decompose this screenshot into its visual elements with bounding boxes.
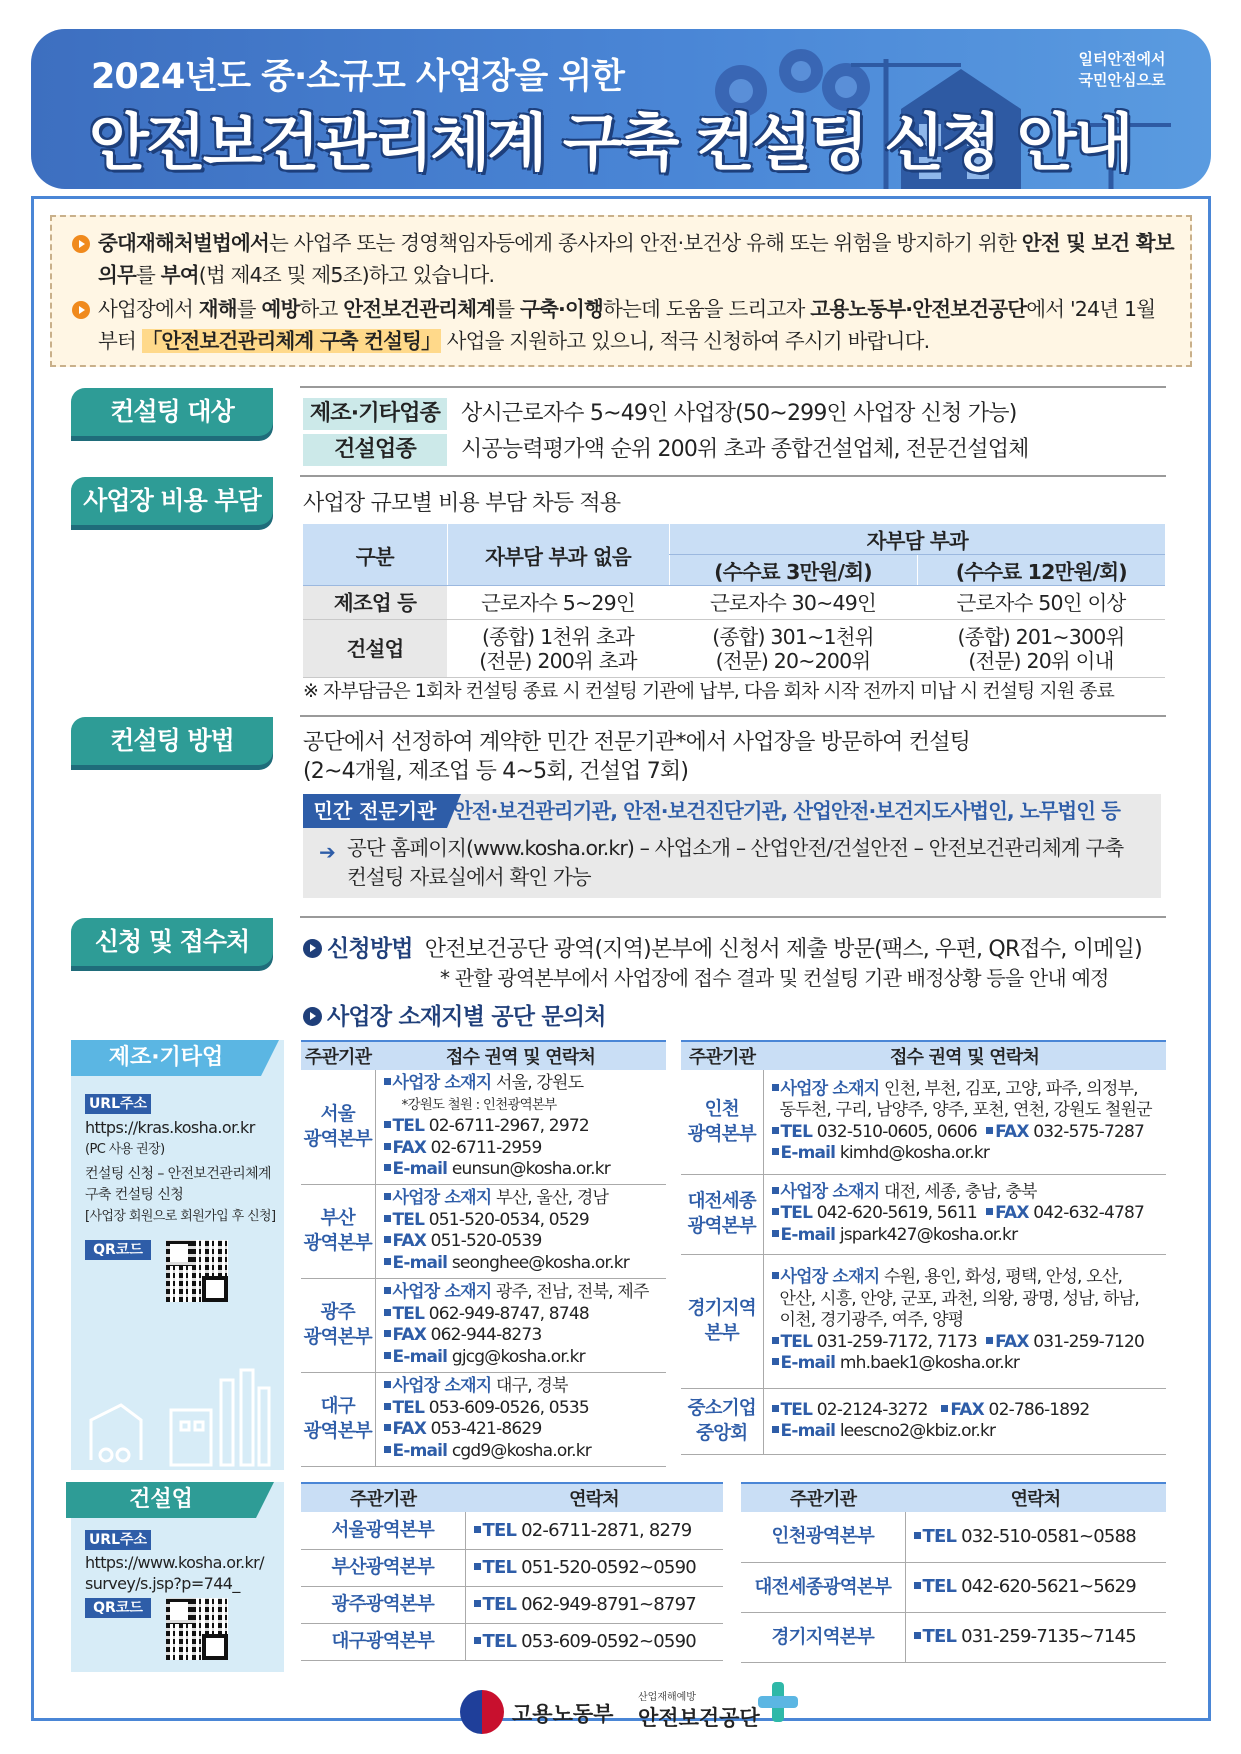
area-text: 부산, 울산, 경남 [495,1188,609,1208]
cost-cell: 근로자수 5~29인 [447,586,669,620]
cost-note: ※ 자부담금은 1회차 컨설팅 종료 시 컨설팅 기관에 납부, 다음 회차 시작 전까지 미납 시 컨설팅 지원 종료 [303,680,1114,702]
tel-text: 053-609-0592~0590 [521,1630,696,1652]
orange-bullet-icon [72,235,90,253]
fax-text: 032-575-7287 [1033,1121,1145,1142]
email-link[interactable]: cgd9@kosha.or.kr [451,1440,591,1461]
label: 사업장 소재지 [392,1376,492,1396]
construction-tel [905,1612,1166,1662]
label: TEL [392,1116,425,1136]
contact-info [375,1278,666,1372]
cost-cell [447,620,669,678]
area-text: 서울, 강원도 [495,1073,584,1093]
intro-paragraph-1 [72,227,1174,291]
contact-info [763,1388,1166,1454]
section-divider [300,715,1166,717]
contact-table-left [301,1040,666,1467]
area-text: 이천, 경기광주, 여주, 양평 [779,1310,964,1331]
area-text: 대구, 경북 [495,1376,568,1396]
intro-text: 재해 [198,297,237,321]
construction-tel [465,1586,723,1623]
label: TEL [780,1331,813,1352]
contact-info [763,1070,1166,1174]
method-line: 공단에서 선정하여 계약한 민간 전문기관*에서 사업장을 방문하여 컨설팅 [303,730,971,755]
label: TEL [392,1303,425,1324]
org-name: 중앙회 [696,1423,748,1444]
area-text: 수원, 용인, 화성, 평택, 안성, 오산, [883,1267,1123,1288]
cost-cell-line: (전문) 20~200위 [715,648,871,673]
cost-cell [917,620,1165,678]
cost-header-category: 구분 [303,524,447,586]
label: FAX [995,1203,1029,1224]
tel-text: 032-510-0605, 0606 [816,1121,977,1142]
apply-method [303,930,1142,963]
intro-text: 를 [495,297,520,321]
org-name: 서울 [320,1103,355,1125]
header-subtitle: 2024년도 중·소규모 사업장을 위한 [91,57,624,97]
construction-url-line[interactable]: survey/s.jsp?p=744_ [85,1574,240,1593]
tel-text: 031-259-7172, 7173 [816,1331,977,1352]
contact-org-daegu [301,1372,375,1466]
intro-text: 고용노동부·안전보건공단 [810,297,1027,321]
fax-text: 062-944-8273 [430,1325,542,1345]
url-tag: URL주소 [85,1094,151,1114]
label: FAX [392,1137,427,1158]
label: FAX [950,1399,984,1420]
contact-header-org: 주관기관 [301,1041,375,1070]
construction-org: 대전세종광역본부 [741,1562,905,1612]
target-row-construction [303,434,1029,466]
label: E-mail [780,1143,836,1164]
construction-org: 부산광역본부 [301,1549,465,1586]
page-title: 안전보건관리체계 구축 컨설팅 신청 안내 [89,106,1131,179]
header-banner [31,29,1211,189]
side-panel-heading: 건설업 [66,1482,256,1518]
apply-note: * 관할 광역본부에서 사업장에 접수 결과 및 컨설팅 기관 배정상황 등을 안내 예정 [440,966,1109,990]
label: TEL [482,1519,517,1541]
cost-table [303,524,1165,678]
label: 사업장 소재지 [392,1282,492,1302]
qr-code-manufacturing[interactable] [166,1240,228,1302]
kosha-tagline: 산업재해예방 [638,1692,696,1703]
reference-line: 컨설팅 자료실에서 확인 가능 [347,865,591,889]
construction-org: 대구광역본부 [301,1623,465,1660]
contact-header-info: 접수 권역 및 연락처 [763,1041,1166,1070]
org-name: 대구 [320,1396,355,1417]
method-text [303,728,970,786]
tel-text: 02-6711-2871, 8279 [521,1519,692,1541]
slogan-line-1: 일터안전에서 [1078,50,1166,68]
construction-contact-table-right [741,1482,1166,1663]
label: TEL [922,1626,957,1648]
slogan-line-2: 국민안심으로 [1078,71,1166,89]
intro-text: 하는데 도움을 드리고자 [603,297,811,321]
apply-method-title: 신청방법 [327,936,413,962]
contact-org-seoul [301,1070,375,1184]
private-institution-box [303,794,1161,898]
label: 사업장 소재지 [392,1188,492,1208]
area-text: 동두천, 구리, 남양주, 양주, 포천, 연천, 강원도 철원군 [779,1100,1152,1121]
intro-text: 는 사업주 또는 경영책임자등에게 종사자의 안전·보건상 유해 또는 위험을 방지하기 위한 [269,231,1022,255]
target-tag: 제조·기타업종 [303,398,447,430]
email-link[interactable]: seonghee@kosha.or.kr [451,1252,629,1273]
side-desc: 구축 컨설팅 신청 [85,1187,184,1203]
url-tag: URL주소 [85,1530,151,1550]
arrow-right-icon: ➔ [319,840,335,864]
contact-org-gwangju [301,1278,375,1372]
label: FAX [392,1325,427,1345]
qr-tag: QR코드 [85,1598,151,1618]
construction-org: 광주광역본부 [301,1586,465,1623]
play-bullet-icon [303,939,322,958]
contact-org-busan [301,1184,375,1278]
construction-tel [905,1562,1166,1612]
org-name: 부산 [320,1208,355,1229]
cost-row-label: 건설업 [303,620,447,678]
section-label-apply: 신청 및 접수처 [71,918,273,966]
label: FAX [995,1121,1029,1142]
label: FAX [995,1331,1029,1352]
label: TEL [780,1121,813,1142]
contact-info [375,1372,666,1466]
cost-header-charge: 자부담 부과 [669,524,1165,555]
area-text: 광주, 전남, 전북, 제주 [495,1282,649,1302]
manufacturing-side-panel [71,1040,284,1470]
fax-text: 053-421-8629 [430,1419,542,1439]
cost-header-3: (수수료 3만원/회) [669,555,917,586]
cost-cell-line: (전문) 200위 초과 [479,648,637,673]
email-link[interactable]: kimhd@kosha.or.kr [839,1143,990,1164]
label: TEL [780,1399,813,1420]
construction-contact-table-left [301,1482,723,1661]
label: TEL [482,1630,517,1652]
section-divider [300,475,1166,477]
footer-logos [460,1680,800,1744]
target-row-manufacturing [303,398,1017,430]
contact-header-org: 주관기관 [741,1483,905,1512]
intro-text: 중대재해처벌법에서 [98,231,270,255]
intro-text: 에서 '24년 1월부터 [98,297,1156,353]
label: TEL [780,1203,813,1224]
manufacturing-url-link[interactable]: https://kras.kosha.or.kr [85,1118,255,1137]
cost-cell: 근로자수 50인 이상 [917,586,1165,620]
org-name: 인천 [704,1098,739,1120]
construction-url-line[interactable]: https://www.kosha.or.kr/ [85,1553,264,1572]
cost-header-12: (수수료 12만원/회) [917,555,1165,586]
construction-side-panel [71,1482,284,1672]
side-desc: 컨설팅 신청 – 안전보건관리체계 [85,1166,271,1182]
construction-tel [465,1512,723,1549]
reference-line: 공단 홈페이지(www.kosha.or.kr) – 사업소개 – 산업안전/건설안전 – 안전보건관리체계 구축 [347,836,1124,860]
label: E-mail [392,1159,448,1179]
section-divider [300,916,1166,918]
intro-text: 사업을 지원하고 있으니, 적극 신청하여 주시기 바랍니다. [440,329,930,353]
label: 사업장 소재지 [392,1073,492,1093]
label: E-mail [392,1440,448,1461]
contact-table-right [681,1040,1166,1455]
cost-cell [669,620,917,678]
qr-tag: QR코드 [85,1240,151,1260]
cost-header-none: 자부담 부과 없음 [447,524,669,586]
section-label-cost: 사업장 비용 부담 [71,477,273,525]
fax-text: 02-786-1892 [988,1399,1090,1420]
label: TEL [922,1526,957,1547]
kosha-homepage-reference [319,834,1123,892]
contact-info [375,1184,666,1278]
area-text: 대전, 세종, 충남, 충북 [883,1181,1037,1202]
highlighted-program-name: 「안전보건관리체계 구축 컨설팅」 [141,329,441,353]
org-name: 광역본부 [303,1128,372,1150]
section-label-method: 컨설팅 방법 [71,717,273,765]
target-text: 상시근로자수 5~49인 사업장(50~299인 사업장 신청 가능) [461,401,1017,426]
intro-text: 안전보건관리체계 [343,297,496,321]
contact-header-info: 연락처 [465,1483,723,1512]
org-name: 본부 [704,1323,739,1344]
tel-text: 051-520-0534, 0529 [428,1209,589,1230]
contact-heading-text: 사업장 소재지별 공단 문의처 [327,1004,606,1030]
slogan [1057,49,1187,91]
apply-method-text: 안전보건공단 광역(지역)본부에 신청서 제출 방문(팩스, 우편, QR접수, 이메일) [424,937,1142,962]
construction-tel [905,1512,1166,1562]
target-tag: 건설업종 [303,434,447,466]
contact-header-info: 접수 권역 및 연락처 [375,1041,666,1070]
side-panel-heading: 제조·기타업 [71,1040,261,1076]
moel-logo-icon [460,1690,504,1734]
kosha-cross-logo-icon [758,1682,798,1722]
play-bullet-icon [303,1007,322,1026]
tel-text: 042-620-5621~5629 [961,1576,1136,1598]
fax-text: 051-520-0539 [430,1231,542,1251]
org-name: 광역본부 [303,1233,372,1254]
intro-text: 사업장에서 [98,297,199,321]
intro-text: 안전 및 보건 확보의무 [98,231,1174,287]
side-desc: [사업장 회원으로 회원가입 후 신청] [85,1209,276,1224]
label: E-mail [780,1353,836,1374]
contact-heading [303,998,606,1031]
intro-box [50,215,1192,367]
tel-text: 042-620-5619, 5611 [816,1203,977,1224]
moel-name: 고용노동부 [512,1702,614,1726]
label: E-mail [392,1252,448,1273]
tel-text: 02-6711-2967, 2972 [428,1116,589,1136]
org-name: 대전세종 [687,1191,756,1212]
fax-text: 02-6711-2959 [430,1137,542,1158]
cost-cell-line: (종합) 1천위 초과 [481,624,635,649]
org-name: 광역본부 [303,1327,372,1348]
label: 사업장 소재지 [780,1267,880,1288]
tel-text: 062-949-8747, 8748 [428,1303,589,1324]
cost-intro: 사업장 규모별 비용 부담 차등 적용 [303,491,621,516]
intro-text: 하고 [299,297,344,321]
org-name: 광역본부 [687,1123,756,1145]
fax-text: 031-259-7120 [1033,1331,1145,1352]
private-institution-tag: 민간 전문기관 [303,794,447,828]
target-text: 시공능력평가액 순위 200위 초과 종합건설업체, 전문건설업체 [461,437,1029,462]
label: E-mail [392,1346,448,1367]
intro-text: 를 [236,297,262,321]
tel-text: 032-510-0581~0588 [961,1526,1136,1547]
fax-text: 042-632-4787 [1033,1203,1145,1224]
contact-org-incheon [681,1070,763,1174]
tel-text: 062-949-8791~8797 [521,1593,696,1615]
method-line: (2~4개월, 제조업 등 4~5회, 건설업 7회) [303,759,689,784]
email-link[interactable]: jspark427@kosha.or.kr [839,1224,1018,1245]
contact-info [763,1254,1166,1388]
orange-bullet-icon [72,301,90,319]
intro-paragraph-2 [72,293,1174,357]
factory-illustration [81,1360,276,1470]
construction-org: 서울광역본부 [301,1512,465,1549]
contact-org-gyeonggi [681,1254,763,1388]
qr-code-construction[interactable] [166,1598,228,1660]
intro-text: (법 제4조 및 제5조)하고 있습니다. [198,263,495,287]
org-name: 광역본부 [687,1216,756,1237]
contact-header-org: 주관기관 [681,1041,763,1070]
intro-text: 예방 [261,297,300,321]
cost-cell: 근로자수 30~49인 [669,586,917,620]
label: TEL [922,1576,957,1598]
label: TEL [392,1209,425,1230]
kosha-name: 안전보건공단 [638,1706,760,1730]
label: 사업장 소재지 [780,1078,880,1099]
label: FAX [392,1419,427,1439]
org-name: 광주 [320,1302,355,1323]
label: FAX [392,1231,427,1251]
contact-org-daejeon [681,1174,763,1254]
intro-text: 부여 [160,263,199,287]
cost-cell-line: (종합) 301~1천위 [712,624,874,649]
section-divider [300,386,1166,388]
area-text: 안산, 시흥, 안양, 군포, 과천, 의왕, 광명, 성남, 하남, [779,1288,1139,1309]
label: TEL [392,1397,425,1418]
org-name: 중소기업 [687,1398,756,1419]
construction-tel [465,1549,723,1586]
area-note: *강원도 철원 : 인천광역본부 [401,1096,557,1113]
contact-info [375,1070,666,1184]
org-name: 경기지역 [687,1298,756,1319]
email-link[interactable]: gjcg@kosha.or.kr [451,1346,585,1367]
email-link[interactable]: mh.baek1@kosha.or.kr [839,1353,1020,1374]
tel-text: 051-520-0592~0590 [521,1556,696,1578]
construction-org: 인천광역본부 [741,1512,905,1562]
email-link[interactable]: leescno2@kbiz.or.kr [839,1421,996,1441]
label: TEL [482,1593,517,1615]
section-label-target: 컨설팅 대상 [71,388,273,436]
email-link[interactable]: eunsun@kosha.or.kr [451,1159,611,1179]
cost-row-label: 제조업 등 [303,586,447,620]
org-name: 광역본부 [303,1421,372,1442]
tel-text: 02-2124-3272 [816,1399,928,1420]
area-text: 인천, 부천, 김포, 고양, 파주, 의정부, [883,1078,1138,1099]
cost-cell-line: (전문) 20위 이내 [968,648,1114,673]
contact-info [763,1174,1166,1254]
tel-text: 053-609-0526, 0535 [428,1397,589,1418]
contact-org-kbiz [681,1388,763,1454]
label: E-mail [780,1421,836,1441]
url-note: (PC 사용 권장) [85,1142,165,1157]
cost-cell-line: (종합) 201~300위 [957,624,1125,649]
intro-text: 를 [136,263,161,287]
label: 사업장 소재지 [780,1181,880,1202]
contact-header-info: 연락처 [905,1483,1166,1512]
tel-text: 031-259-7135~7145 [961,1626,1136,1648]
construction-tel [465,1623,723,1660]
label: E-mail [780,1224,836,1245]
label: TEL [482,1556,517,1578]
contact-header-org: 주관기관 [301,1483,465,1512]
intro-text: 구축·이행 [520,297,603,321]
private-institution-list: 안전·보건관리기관, 안전·보건진단기관, 산업안전·보건지도사법인, 노무법인 등 [453,799,1120,823]
construction-org: 경기지역본부 [741,1612,905,1662]
